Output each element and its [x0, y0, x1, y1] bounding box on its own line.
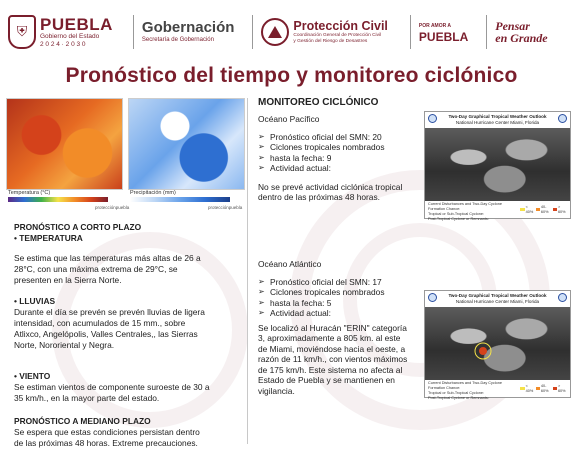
atlantic-line: razón de 11 km/h., con vientos máximos — [258, 354, 408, 364]
mediano-plazo-title: PRONÓSTICO A MEDIANO PLAZO — [14, 416, 151, 426]
nws-logo-icon — [558, 114, 567, 123]
corto-plazo-title: PRONÓSTICO A CORTO PLAZO — [14, 222, 142, 232]
medium-term-block — [14, 416, 239, 449]
legend-high: > 60% — [557, 204, 566, 214]
temperature-scale — [8, 197, 108, 202]
pensar-line2: en Grande — [495, 31, 548, 45]
atlantic-line: Se localizó al Huracán "ERIN" categoría — [258, 322, 407, 333]
header-divider — [486, 15, 487, 49]
pacific-block — [258, 114, 423, 203]
pacific-item: ➢ hasta la fecha: 9 — [258, 153, 423, 164]
atlantic-item: ➢ hasta la fecha: 5 — [258, 298, 423, 309]
atlantic-line: 3, aproximadamente a 805 km. al este — [258, 333, 401, 343]
legend-high: > 60% — [557, 383, 566, 393]
outlook-footer — [425, 380, 570, 400]
atlantic-item: ➢ Ciclones tropicales nombrados — [258, 287, 423, 298]
hurricane-marker-icon — [425, 307, 570, 380]
wind-block — [14, 371, 239, 404]
gobernacion-sub: Secretaría de Gobernación — [141, 37, 214, 43]
atlantic-line: de Miami, moviéndose hacia el oeste, a — [258, 343, 406, 354]
rain-block — [14, 296, 239, 351]
outlook-legend — [519, 202, 567, 217]
precipitation-map — [128, 98, 245, 190]
medium-line: Se espera que estas condiciones persistan dentro — [14, 427, 200, 437]
outlook-header — [425, 291, 570, 307]
proteccion-civil-logo — [261, 18, 387, 46]
map2-brand: protecciónpuebla — [208, 205, 243, 210]
temperature-text — [14, 253, 239, 286]
por-amor-a-puebla-logo — [419, 21, 468, 43]
pacific-item: ➢ Actividad actual: — [258, 163, 423, 174]
outlook-legend — [519, 381, 567, 396]
header-divider — [133, 15, 134, 49]
header-bar — [0, 0, 583, 64]
temperature-map — [6, 98, 123, 190]
proteccion-civil-title: Protección Civil — [293, 18, 388, 33]
header-divider — [410, 15, 411, 49]
temp-line: presenten en la Sierra Norte. — [14, 275, 122, 285]
rain-line: Norte, Nororiental y Negra. — [14, 340, 115, 350]
nws-logo-icon — [558, 293, 567, 302]
legend-mid: 40-60% — [540, 383, 549, 393]
outlook-foot-line: Current Disturbances and Two-Day Cyclone Formation Chance: — [428, 381, 503, 390]
temp-line: 28°C, con una máxima extrema de 29°C, se — [14, 264, 178, 274]
satellite-image — [425, 128, 570, 201]
pacific-note-line: dentro de las próximas 48 horas. — [258, 192, 380, 202]
rain-line: Durante el día se prevén se prevén lluvias de ligera — [14, 307, 205, 317]
column-divider — [247, 98, 248, 444]
rain-heading: • LLUVIAS — [14, 296, 56, 306]
short-term-heading — [14, 222, 239, 244]
atlantic-block — [258, 259, 423, 396]
monitoreo-heading: MONITOREO CICLÓNICO — [258, 97, 379, 108]
precipitation-map-label: Precipitación (mm) — [130, 190, 176, 196]
pacific-item: ➢ Pronóstico oficial del SMN: 20 — [258, 132, 423, 143]
noaa-logo-icon — [428, 293, 437, 302]
temp-line: Se estima que las temperaturas más altas de 26 a — [14, 253, 201, 263]
legend-mid: 40-60% — [540, 204, 549, 214]
outlook-foot-line: Tropical or Sub-Tropical Cyclone: — [428, 212, 485, 216]
legend-low: < 40% — [525, 204, 534, 214]
outlook-foot-line: Current Disturbances and Two-Day Cyclone Formation Chance: — [428, 202, 503, 211]
crest-icon: ⛨ — [8, 15, 36, 49]
outlook-subtitle: National Hurricane Center Miami, Florida — [455, 119, 540, 125]
header-divider — [252, 15, 253, 49]
atlantic-list — [258, 277, 423, 319]
puebla-sub: Gobierno del Estado — [40, 32, 100, 40]
atlantic-line: Estado de Puebla y se mantienen en — [258, 375, 395, 385]
outlook-foot-line: Tropical or Sub-Tropical Cyclone: — [428, 391, 485, 395]
page-title: Pronóstico del tiempo y monitoreo ciclónico — [65, 64, 518, 87]
rain-line: Atlixco, Angelópolis, Valles Centrales,, las Sierras — [14, 329, 198, 339]
satellite-image — [425, 307, 570, 380]
proteccion-civil-triangle-icon — [261, 18, 289, 46]
amor-top: POR AMOR A — [418, 23, 452, 29]
pacific-note — [258, 182, 423, 203]
pensar-en-grande-logo — [495, 20, 547, 44]
rain-line: intensidad, con acumulados de 15 mm., sobre — [14, 318, 186, 328]
atlantic-item: ➢ Actividad actual: — [258, 308, 423, 319]
atlantic-title: Océano Atlántico — [258, 259, 322, 269]
temperature-map-label: Temperatura (°C) — [8, 190, 51, 196]
puebla-brand: PUEBLA — [40, 14, 113, 34]
pacific-outlook-image — [424, 111, 571, 219]
proteccion-civil-sub2: y Gestión del Riesgo de Desastres — [293, 38, 368, 44]
outlook-footer — [425, 201, 570, 221]
temperature-heading: • TEMPERATURA — [14, 233, 83, 243]
legend-low: < 40% — [525, 383, 534, 393]
map1-brand: protecciónpuebla — [95, 205, 130, 210]
pacific-title: Océano Pacífico — [258, 114, 320, 124]
wind-heading: • VIENTO — [14, 371, 51, 381]
outlook-title: Two-Day Graphical Tropical Weather Outlook — [448, 293, 547, 298]
medium-line: de las próximas 48 horas. Extreme precauciones. — [14, 438, 198, 448]
outlook-header — [425, 112, 570, 128]
gobernacion-title: Gobernación — [141, 19, 235, 36]
wind-line: Se estiman vientos de componente suroeste de 30 a — [14, 382, 210, 392]
outlook-title: Two-Day Graphical Tropical Weather Outlook — [448, 114, 547, 119]
proteccion-civil-sub1: Coordinación General de Protección Civil — [293, 32, 382, 38]
outlook-foot-line: Post-Tropical Cyclone or Remnants: — [428, 217, 489, 221]
amor-main: PUEBLA — [418, 30, 469, 44]
atlantic-line: vigilancia. — [258, 385, 295, 396]
noaa-logo-icon — [428, 114, 437, 123]
atlantic-line: de 175 km/h. Este sistema no afecta al — [258, 364, 403, 375]
atlantic-item: ➢ Pronóstico oficial del SMN: 17 — [258, 277, 423, 288]
atlantic-outlook-image — [424, 290, 571, 398]
outlook-foot-line: Post-Tropical Cyclone or Remnants: — [428, 396, 489, 400]
pacific-note-line: No se prevé actividad ciclónica tropical — [258, 181, 403, 192]
pensar-line1: Pensar — [495, 19, 530, 33]
atlantic-text — [258, 323, 423, 397]
puebla-logo — [8, 15, 113, 49]
precipitation-scale — [130, 197, 230, 202]
pacific-list — [258, 132, 423, 174]
pacific-item: ➢ Ciclones tropicales nombrados — [258, 142, 423, 153]
puebla-years: 2 0 2 4 · 2 0 3 0 — [40, 40, 86, 48]
wind-line: 35 km/h., en la mayor parte del estado. — [14, 393, 160, 403]
outlook-subtitle: National Hurricane Center Miami, Florida — [455, 298, 540, 304]
gobernacion-logo — [142, 20, 235, 44]
